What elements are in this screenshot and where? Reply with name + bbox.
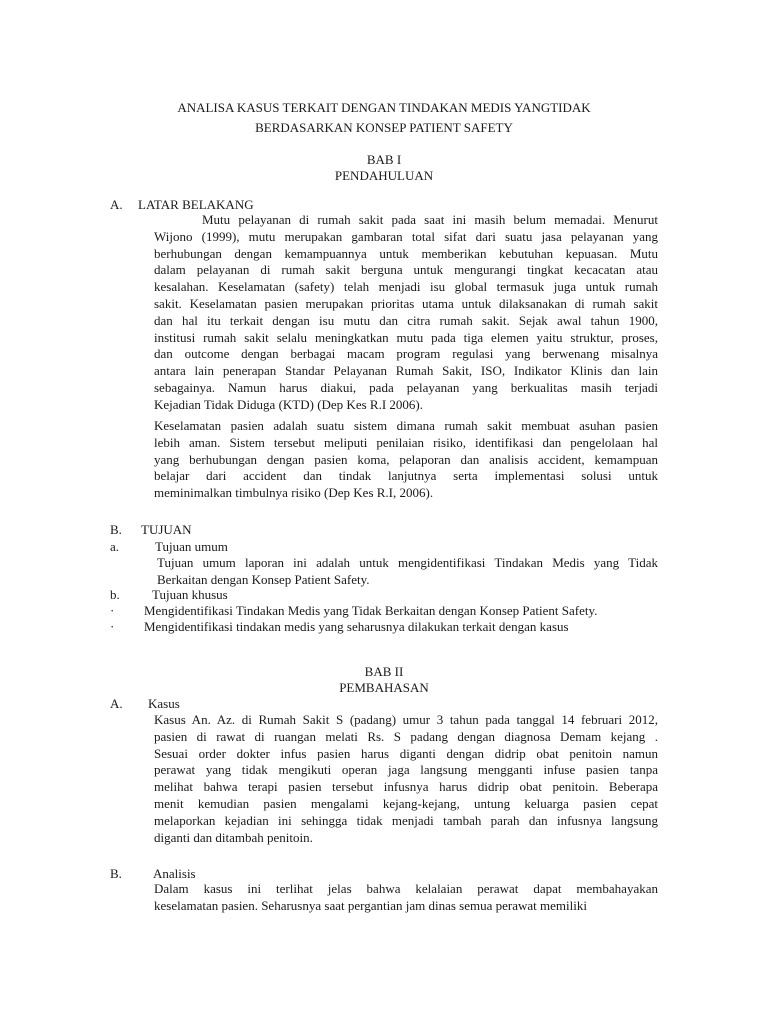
latar-paragraph-1 xyxy=(154,212,658,414)
section-b-marker: B. xyxy=(110,522,122,537)
bab2-heading: BAB II xyxy=(364,664,404,679)
paragraph-line: Kasus An. Az. di Rumah Sakit S (padang) umur 3 tahun pada tanggal 14 februari 2012, xyxy=(154,712,658,727)
analisis-title: Analisis xyxy=(153,866,196,881)
paragraph-line: pasien di rawat di ruangan melati Rs. S padang dengan diagnosa Demam kejang . xyxy=(154,728,658,744)
paragraph-line: yang berhubungan dengan pasien koma, pelaporan dan analisis accident, kemampuan xyxy=(154,451,658,467)
kasus-marker: A. xyxy=(110,696,123,711)
bab1-heading: BAB I xyxy=(366,152,402,167)
doc-title-line1: ANALISA KASUS TERKAIT DENGAN TINDAKAN MEDIS YANGTIDAK xyxy=(177,100,591,115)
bullet-1-marker: · xyxy=(110,603,115,618)
paragraph-line: berhubungan dengan kemampuannya untuk memberikan kebutuhan kepuasan. Mutu xyxy=(154,245,658,261)
paragraph-line: Kejadian Tidak Diduga (KTD) (Dep Kes R.I 2006). xyxy=(154,396,423,412)
analisis-paragraph xyxy=(154,881,658,915)
tujuan-a-title: Tujuan umum xyxy=(155,539,228,554)
paragraph-line: dan outcome dengan berbagai macam program regulasi yang berwenang misalnya xyxy=(154,346,658,362)
paragraph-line: Keselamatan pasien adalah suatu sistem dimana rumah sakit membuat asuhan pasien xyxy=(154,418,658,433)
paragraph-line: melaporkan kejadian ini sehingga tidak menjadi tambah parah dan infusnya langsung xyxy=(154,812,658,828)
paragraph-line: perawat yang tidak mengikuti operan jaga langsung mengganti infuse pasien tanpa xyxy=(154,762,658,778)
tujuan-khusus-item-2: Mengidentifikasi tindakan medis yang seharusnya dilakukan terkait dengan kasus xyxy=(144,619,569,634)
kasus-paragraph xyxy=(154,712,658,846)
paragraph-line: Tujuan umum laporan ini adalah untuk mengidentifikasi Tindakan Medis yang Tidak xyxy=(157,555,658,570)
analisis-marker: B. xyxy=(110,866,122,881)
paragraph-line: dan hal itu terkait dengan isu mutu dan citra rumah sakit. Sejak awal tahun 1900, xyxy=(154,312,658,328)
paragraph-line: Berkaitan dengan Konsep Patient Safety. xyxy=(157,571,370,587)
latar-paragraph-2 xyxy=(154,418,658,502)
paragraph-line: antara lain penerapan Standar Pelayanan Rumah Sakit, ISO, Indikator Klinis dan lain xyxy=(154,363,658,379)
paragraph-line: Dalam kasus ini terlihat jelas bahwa kelalaian perawat dapat membahayakan xyxy=(154,881,658,896)
paragraph-line: meminimalkan timbulnya risiko (Dep Kes R.I, 2006). xyxy=(154,485,434,501)
section-b-title: TUJUAN xyxy=(141,522,192,537)
tujuan-a-marker: a. xyxy=(110,539,120,554)
doc-title-line2: BERDASARKAN KONSEP PATIENT SAFETY xyxy=(255,120,513,135)
paragraph-line: dalam pelayanan di rumah sakit berguna untuk mengurangi tingkat kecacatan atau xyxy=(154,262,658,278)
paragraph-line: Sesuai order dokter infus pasien harus diganti dengan didrip obat penitoin namun xyxy=(154,745,658,761)
bullet-2-marker: · xyxy=(110,619,115,634)
paragraph-line: diganti dan ditambah penitoin. xyxy=(154,829,313,845)
section-a-marker: A. xyxy=(110,197,123,212)
paragraph-line: menit kemudian pasien mengalami kejang-kejang, untung keluarga pasien cepat xyxy=(154,795,658,811)
kasus-title: Kasus xyxy=(148,696,180,711)
paragraph-line: keselamatan pasien. Seharusnya saat pergantian jam dinas semua perawat memiliki xyxy=(154,897,587,913)
paragraph-line: sebagainya. Namun harus diakui, pada pelayanan yang berkualitas masih terjadi xyxy=(154,379,658,395)
section-a-title: LATAR BELAKANG xyxy=(138,197,254,212)
paragraph-line: Wijono (1999), mutu merupakan gambaran total sifat dari suatu jasa pelayanan yang xyxy=(154,228,658,244)
paragraph-line: institusi rumah sakit selalu meningkatkan mutu pada tiga elemen yaitu struktur, proses, xyxy=(154,329,658,345)
paragraph-line: Mutu pelayanan di rumah sakit pada saat ini masih belum memadai. Menurut xyxy=(202,212,658,227)
paragraph-line: belajar dari accident dan tindak lanjutnya serta implementasi solusi untuk xyxy=(154,468,658,484)
paragraph-line: sakit. Keselamatan pasien merupakan prioritas utama untuk dilaksanakan di rumah sakit xyxy=(154,295,658,311)
paragraph-line: lebih aman. Sistem tersebut meliputi penilaian risiko, identifikasi dan pengelolaan hal xyxy=(154,434,658,450)
bab1-title: PENDAHULUAN xyxy=(334,168,434,183)
paragraph-line: kesalahan. Keselamatan (safety) telah menjadi isu global termasuk juga untuk rumah xyxy=(154,279,658,295)
tujuan-umum-paragraph xyxy=(157,555,658,589)
tujuan-b-marker: b. xyxy=(110,587,120,602)
tujuan-b-title: Tujuan khusus xyxy=(152,587,228,602)
paragraph-line: melihat bahwa terapi pasien tersebut infusnya harus didrip obat penitoin. Beberapa xyxy=(154,779,658,795)
bab2-title: PEMBAHASAN xyxy=(339,680,429,695)
tujuan-khusus-item-1: Mengidentifikasi Tindakan Medis yang Tidak Berkaitan dengan Konsep Patient Safety. xyxy=(144,603,598,618)
